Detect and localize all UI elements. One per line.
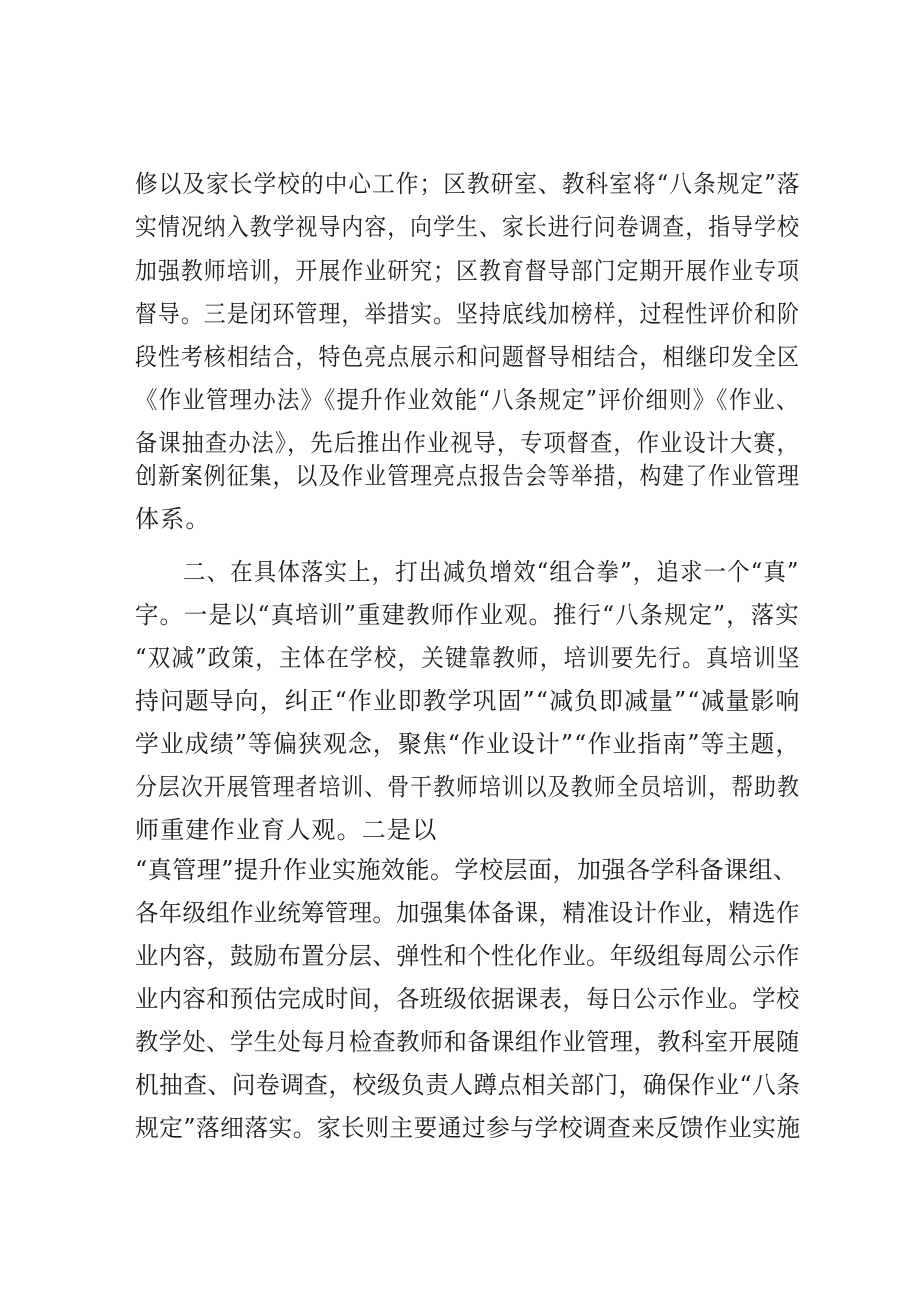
text-line: 《作业管理办法》《提升作业效能“八条规定”评价细则》《作业、 [135, 386, 800, 414]
text-line: 加强教师培训，开展作业研究；区教育督导部门定期开展作业专项 [135, 257, 801, 285]
text-line: 字。一是以“真培训”重建教师作业观。推行“八条规定”，落实 [135, 601, 800, 629]
text-line: 师重建作业育人观。二是以 [135, 816, 438, 844]
text-line: 体系。 [135, 505, 211, 533]
text-line: “双减”政策，主体在学校，关键靠教师，培训要先行。真培训坚 [135, 644, 801, 672]
text-line: 规定”落细落实。家长则主要通过参与学校调查来反馈作业实施 [135, 1114, 801, 1142]
text-line: 督导。三是闭环管理，举措实。坚持底线加榜样，过程性评价和阶 [135, 300, 801, 328]
text-line: 学业成绩”等偏狭观念，聚焦“作业设计”“作业指南”等主题， [135, 730, 801, 758]
text-line: 创新案例征集，以及作业管理亮点报告会等举措，构建了作业管理 [135, 462, 801, 490]
text-line: 段性考核相结合，特色亮点展示和问题督导相结合，相继印发全区 [135, 343, 801, 371]
text-line: 教学处、学生处每月检查教师和备课组作业管理，教科室开展随 [135, 1028, 800, 1056]
text-line: 二、在具体落实上，打出减负增效“组合拳”，追求一个“真” [183, 558, 800, 586]
text-line: 业内容，鼓励布置分层、弹性和个性化作业。年级组每周公示作 [135, 942, 800, 970]
text-line: 备课抽查办法》，先后推出作业视导，专项督查，作业设计大赛， [135, 429, 800, 457]
text-line: 机抽查、问卷调查，校级负责人蹲点相关部门，确保作业“八条 [135, 1071, 801, 1099]
text-line: 修以及家长学校的中心工作；区教研室、教科室将“八条规定”落 [135, 170, 801, 198]
text-line: 各年级组作业统筹管理。加强集体备课，精准设计作业，精选作 [135, 899, 800, 927]
text-line: “真管理”提升作业实施效能。学校层面，加强各学科备课组、 [135, 856, 798, 884]
text-line: 业内容和预估完成时间，各班级依据课表，每日公示作业。学校 [135, 985, 800, 1013]
text-line: 分层次开展管理者培训、骨干教师培训以及教师全员培训，帮助教 [135, 773, 801, 801]
text-line: 持问题导向，纠正“作业即教学巩固”“减负即减量”“减量影响 [135, 687, 801, 715]
text-line: 实情况纳入教学视导内容，向学生、家长进行问卷调查，指导学校 [135, 213, 801, 241]
